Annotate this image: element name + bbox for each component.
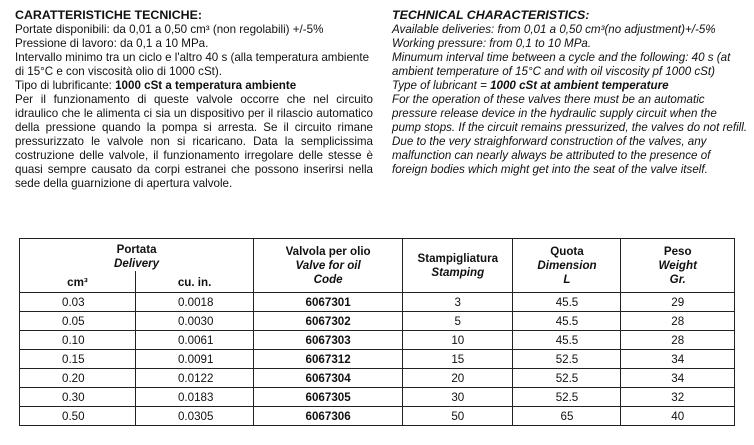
cell-stamping: 3	[403, 293, 513, 312]
table-row	[20, 350, 735, 369]
table-row	[20, 369, 735, 388]
italian-section	[15, 8, 373, 191]
cell-stamping: 15	[403, 350, 513, 369]
header-quota: Quota	[550, 244, 584, 258]
header-valvola: Valvola per olio	[285, 244, 371, 258]
cell-weight: 34	[621, 350, 735, 369]
english-section	[392, 8, 748, 177]
header-stamping	[403, 239, 513, 293]
cell-cuin: 0.0018	[135, 293, 253, 312]
cell-code: 6067302	[254, 312, 403, 331]
header-weight	[621, 239, 735, 293]
cell-dimension: 45.5	[513, 312, 621, 331]
table-row	[20, 388, 735, 407]
italian-line-deliveries: Portate disponibili: da 0,01 a 0,50 cm³ (non regolabili) +/-5%	[15, 23, 324, 36]
header-stampigliatura: Stampigliatura	[417, 251, 499, 265]
table-row	[20, 293, 735, 312]
italian-lubricant-value: 1000 cSt a temperatura ambiente	[115, 79, 297, 92]
cell-cm3: 0.05	[20, 312, 136, 331]
header-delivery-en: Delivery	[114, 257, 160, 270]
header-l: L	[563, 272, 571, 286]
cell-cuin: 0.0091	[135, 350, 253, 369]
cell-code: 6067301	[254, 293, 403, 312]
cell-dimension: 65	[513, 407, 621, 426]
header-cuin: cu. in.	[135, 271, 253, 293]
cell-weight: 32	[621, 388, 735, 407]
cell-cuin: 0.0122	[135, 369, 253, 388]
cell-cm3: 0.10	[20, 331, 136, 350]
cell-stamping: 30	[403, 388, 513, 407]
cell-dimension: 52.5	[513, 388, 621, 407]
cell-code: 6067306	[254, 407, 403, 426]
cell-weight: 29	[621, 293, 735, 312]
italian-line-pressure: Pressione di lavoro: da 0,1 a 10 MPa.	[15, 37, 209, 50]
cell-cm3: 0.03	[20, 293, 136, 312]
english-line-deliveries: Available deliveries: from 0,01 a 0,50 cm³(no adjustment)+/-5%	[392, 23, 716, 36]
header-gr: Gr.	[669, 272, 686, 286]
cell-cm3: 0.30	[20, 388, 136, 407]
cell-dimension: 45.5	[513, 331, 621, 350]
english-heading: TECHNICAL CHARACTERISTICS:	[392, 8, 590, 22]
english-line-lubricant	[392, 79, 748, 93]
english-lubricant-label: Type of lubricant =	[392, 79, 491, 92]
cell-dimension: 52.5	[513, 350, 621, 369]
cell-stamping: 5	[403, 312, 513, 331]
cell-weight: 28	[621, 331, 735, 350]
table-body	[20, 293, 735, 426]
italian-line-interval: Intervallo minimo tra un ciclo e l'altro 40 s (alla temperatura ambiente di 15°C e con viscosità olio di 1000 cSt).	[15, 51, 370, 78]
english-lubricant-value: 1000 cSt at ambient temperature	[490, 79, 669, 92]
header-dimension	[513, 239, 621, 293]
italian-lubricant-label: Tipo di lubrificante:	[15, 79, 116, 92]
cell-code: 6067303	[254, 331, 403, 350]
valves-table	[19, 238, 735, 426]
cell-cuin: 0.0061	[135, 331, 253, 350]
cell-cm3: 0.50	[20, 407, 136, 426]
header-valve-en: Valve for oil	[295, 258, 361, 272]
header-delivery	[20, 239, 254, 272]
cell-weight: 34	[621, 369, 735, 388]
header-valve-code	[254, 239, 403, 293]
cell-code: 6067305	[254, 388, 403, 407]
cell-cuin: 0.0183	[135, 388, 253, 407]
cell-cuin: 0.0305	[135, 407, 253, 426]
english-line-pressure: Working pressure: from 0,1 to 10 MPa.	[392, 37, 592, 50]
cell-cuin: 0.0030	[135, 312, 253, 331]
header-cm3: cm³	[20, 271, 136, 293]
english-line-interval: Minumum interval time between a cycle and the following: 40 s (at ambient temperature of 15°C and with oil viscosity pf 1000 cSt)	[392, 51, 731, 78]
italian-line-lubricant	[15, 79, 373, 93]
table-row	[20, 312, 735, 331]
cell-cm3: 0.15	[20, 350, 136, 369]
cell-code: 6067304	[254, 369, 403, 388]
header-weight-en: Weight	[658, 258, 697, 272]
table-row	[20, 407, 735, 426]
cell-code: 6067312	[254, 350, 403, 369]
table-row	[20, 331, 735, 350]
cell-weight: 28	[621, 312, 735, 331]
english-paragraph: For the operation of these valves there must be an automatic pressure release device in the hydraulic supply circuit when the pump stops. If the circuit remains pressurized, the valves do not refill. Due to the very straighforward construction of the valves, any malfunction can nearly always be attributed to the presence of foreign bodies which might get into the seat of the valve itself.	[392, 93, 748, 176]
italian-paragraph: Per il funzionamento di queste valvole occorre che nel circuito idraulico che le alimenta ci sia un dispositivo per il rilascio automatico della pressione quando la pompa si arresta. Se il circuito rimane pressurizzato le valvole non si ricaricano. Data la semplicissima costruzione delle valvole, il funzionamento irregolare delle stesse è quasi sempre causato da corpi estranei che possono inserirsi nella sede della guarnizione di apertura valvole.	[15, 93, 373, 190]
cell-dimension: 52.5	[513, 369, 621, 388]
cell-cm3: 0.20	[20, 369, 136, 388]
header-portata: Portata	[116, 243, 157, 256]
cell-stamping: 10	[403, 331, 513, 350]
italian-heading: CARATTERISTICHE TECNICHE:	[15, 8, 203, 22]
cell-weight: 40	[621, 407, 735, 426]
header-peso: Peso	[663, 244, 692, 258]
cell-stamping: 50	[403, 407, 513, 426]
cell-dimension: 45.5	[513, 293, 621, 312]
header-dimension-en: Dimension	[537, 258, 597, 272]
header-stamping-en: Stamping	[431, 265, 485, 279]
header-code: Code	[313, 272, 343, 286]
cell-stamping: 20	[403, 369, 513, 388]
